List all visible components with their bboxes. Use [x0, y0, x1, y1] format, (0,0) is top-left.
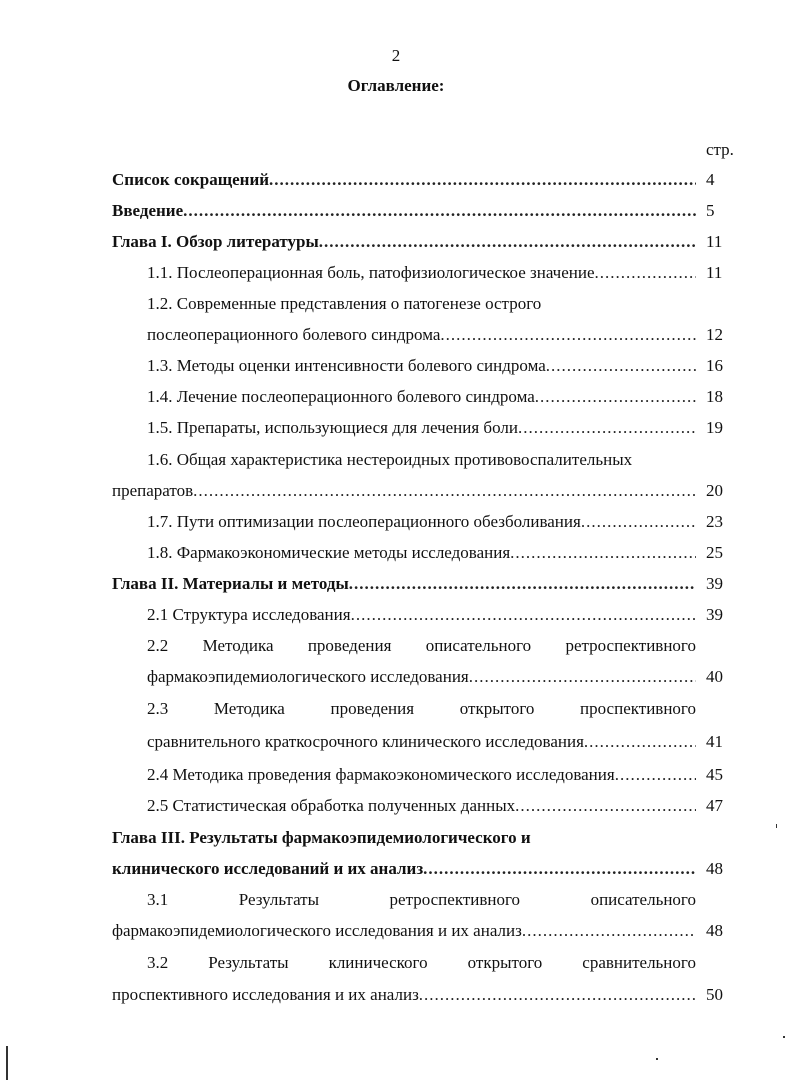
toc-entry-2-1	[0, 603, 792, 627]
toc-entry-text: 1.5. Препараты, использующиеся для лечения боли	[147, 418, 518, 437]
leader-dots	[581, 510, 696, 534]
toc-entry-3-2	[0, 983, 792, 1007]
word: проведения	[307, 636, 392, 655]
leader-dots	[595, 261, 696, 285]
word: Методика	[213, 699, 285, 718]
leader-dots	[615, 763, 696, 787]
toc-entry-text: 2.1 Структура исследования	[147, 605, 351, 624]
word: Результаты	[208, 953, 289, 972]
pages-column-label: стр.	[706, 140, 734, 159]
toc-entry-text: Список сокращений	[112, 170, 270, 189]
toc-page-number: 45	[706, 765, 723, 784]
toc-entry-text: 1.3. Методы оценки интенсивности болевого синдрома	[147, 356, 546, 375]
word: проспективного	[580, 699, 696, 718]
word: описательного	[590, 890, 696, 909]
leader-dots	[423, 857, 696, 881]
toc-heading: Оглавление:	[347, 76, 445, 95]
toc-entry-text: 1.8. Фармакоэкономические методы исследования	[147, 543, 511, 562]
word: Методика	[202, 636, 274, 655]
toc-entry-chapter-3-line1: Глава III. Результаты фармакоэпидемиологического и	[112, 828, 531, 847]
toc-page-number: 23	[706, 512, 723, 531]
toc-page-number: 4	[706, 170, 715, 189]
toc-entry-chapter-3	[0, 857, 792, 881]
toc-page-number: 48	[706, 859, 723, 878]
toc-page-number: 39	[706, 605, 723, 624]
scan-dot	[783, 1036, 785, 1038]
word: сравнительного	[582, 953, 696, 972]
scan-mark	[6, 1046, 8, 1080]
toc-page-number: 40	[706, 667, 723, 686]
word: 2.2	[147, 636, 169, 655]
leader-dots	[193, 479, 696, 503]
toc-entry-text: 1.7. Пути оптимизации послеоперационного обезболивания	[147, 512, 581, 531]
scan-dot	[656, 1058, 658, 1060]
toc-entry-2-5	[0, 794, 792, 818]
toc-page-number: 20	[706, 481, 723, 500]
toc-page-number: 5	[706, 201, 715, 220]
toc-entry-2-2	[0, 665, 792, 689]
toc-entry-1-1	[0, 261, 792, 285]
toc-entry-text: 1.1. Послеоперационная боль, патофизиологическое значение	[147, 263, 595, 282]
leader-dots	[269, 168, 696, 192]
toc-entry-3-1-line1	[147, 888, 696, 912]
toc-entry-1-7	[0, 510, 792, 534]
toc-entry-2-3-line1	[147, 697, 696, 721]
toc-entry-chapter-1	[0, 230, 792, 254]
toc-page-number: 25	[706, 543, 723, 562]
toc-entry-text: 1.4. Лечение послеоперационного болевого синдрома	[147, 387, 535, 406]
word: ретроспективного	[389, 890, 521, 909]
toc-entry-2-2-line1	[147, 634, 696, 658]
word: 3.2	[147, 953, 169, 972]
toc-page-number: 18	[706, 387, 723, 406]
leader-dots	[522, 919, 696, 943]
word: открытого	[467, 953, 543, 972]
word: проведения	[330, 699, 415, 718]
toc-entry-3-1	[0, 919, 792, 943]
toc-entry-1-4	[0, 385, 792, 409]
toc-page-number: 12	[706, 325, 723, 344]
toc-page-number: 39	[706, 574, 723, 593]
word: клинического	[328, 953, 428, 972]
toc-entry-abbreviations	[0, 168, 792, 192]
toc-entry-text: препаратов	[112, 481, 194, 500]
toc-entry-text: Глава II. Материалы и методы	[112, 574, 349, 593]
leader-dots	[183, 199, 696, 223]
toc-entry-1-2-line1: 1.2. Современные представления о патогенезе острого	[147, 294, 542, 313]
toc-entry-text: проспективного исследования и их анализ	[112, 985, 419, 1004]
toc-page-number: 11	[706, 263, 723, 282]
leader-dots	[546, 354, 696, 378]
toc-entry-1-5	[0, 416, 792, 440]
leader-dots	[584, 730, 696, 754]
leader-dots	[351, 603, 696, 627]
toc-entry-chapter-2	[0, 572, 792, 596]
toc-entry-1-6	[0, 479, 792, 503]
toc-entry-text: сравнительного краткосрочного клинического исследования	[147, 732, 584, 751]
toc-page-number: 16	[706, 356, 723, 375]
toc-page-number: 11	[706, 232, 723, 251]
leader-dots	[319, 230, 696, 254]
leader-dots	[440, 323, 696, 347]
leader-dots	[419, 983, 696, 1007]
leader-dots	[469, 665, 696, 689]
word: 2.3	[147, 699, 169, 718]
leader-dots	[518, 416, 696, 440]
toc-page-number: 41	[706, 732, 723, 751]
toc-entry-text: послеоперационного болевого синдрома	[147, 325, 441, 344]
scan-dot	[776, 824, 777, 828]
leader-dots	[510, 541, 696, 565]
toc-entry-2-4	[0, 763, 792, 787]
toc-entry-1-8	[0, 541, 792, 565]
toc-page-number: 50	[706, 985, 723, 1004]
toc-entry-1-6-line1: 1.6. Общая характеристика нестероидных противовоспалительных	[147, 450, 633, 469]
word: открытого	[459, 699, 535, 718]
toc-entry-text: фармакоэпидемиологического исследования и их анализ	[112, 921, 522, 940]
toc-entry-1-3	[0, 354, 792, 378]
word: ретроспективного	[565, 636, 696, 655]
toc-entry-text: Глава I. Обзор литературы	[112, 232, 319, 251]
toc-entry-1-2	[0, 323, 792, 347]
toc-page-number: 48	[706, 921, 723, 940]
leader-dots	[515, 794, 696, 818]
toc-entry-text: 2.4 Методика проведения фармакоэкономического исследования	[147, 765, 615, 784]
toc-entry-text: 2.5 Статистическая обработка полученных данных	[147, 796, 516, 815]
toc-entry-2-3	[0, 730, 792, 754]
word: описательного	[425, 636, 532, 655]
toc-page-number: 47	[706, 796, 723, 815]
leader-dots	[535, 385, 696, 409]
toc-entry-text: фармакоэпидемиологического исследования	[147, 667, 469, 686]
page-number: 2	[391, 46, 401, 65]
toc-page-number: 19	[706, 418, 723, 437]
toc-entry-introduction	[0, 199, 792, 223]
toc-entry-text: Введение	[112, 201, 184, 220]
leader-dots	[349, 572, 696, 596]
word: Результаты	[238, 890, 320, 909]
toc-entry-text: клинического исследований и их анализ	[112, 859, 424, 878]
word: 3.1	[147, 890, 169, 909]
toc-entry-3-2-line1	[147, 951, 696, 975]
